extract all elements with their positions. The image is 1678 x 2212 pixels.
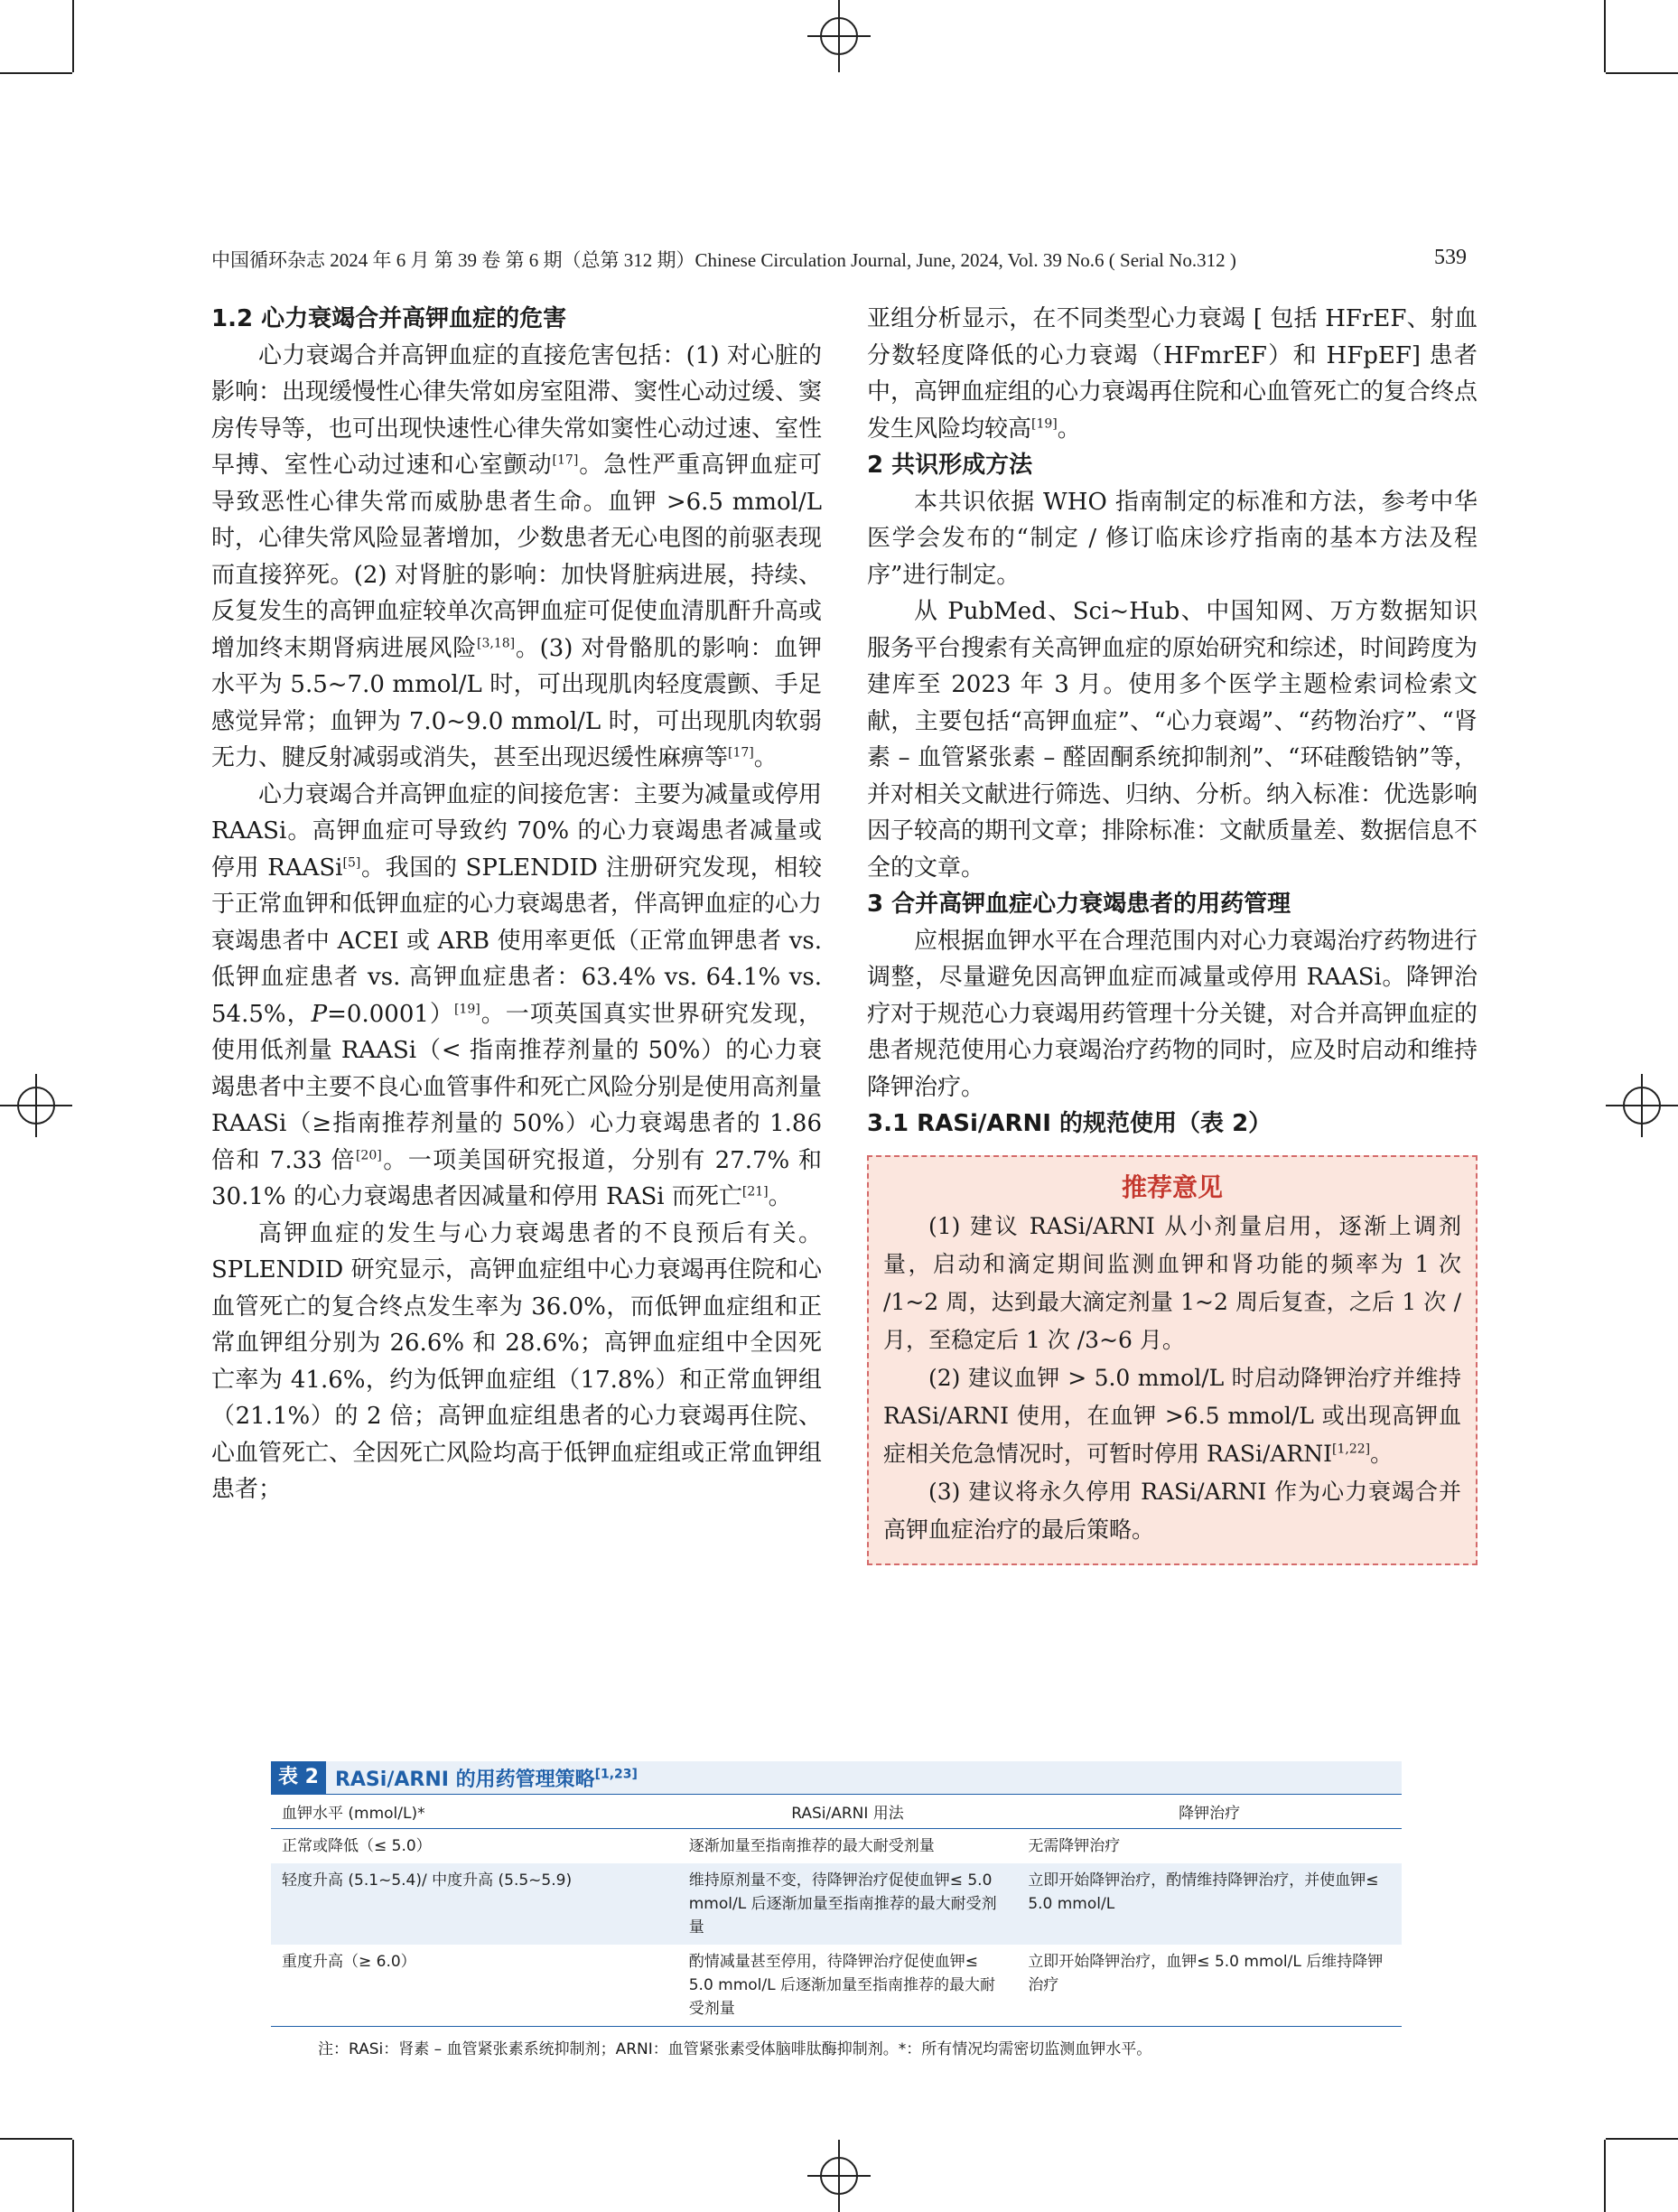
citation: [21]	[741, 1184, 769, 1199]
citation: [1,22]	[1332, 1442, 1371, 1457]
citation: [19]	[1031, 415, 1058, 431]
recommendation-item: (2) 建议血钾 > 5.0 mmol/L 时启动降钾治疗并维持 RASi/ARNI 使用，在血钾 >6.5 mmol/L 或出现高钾血症相关危急情况时，可暂时停用 RASi/ARNI[1,22]。	[883, 1364, 1461, 1467]
table-cell: 立即开始降钾治疗，酌情维持降钾治疗，并使血钾≤ 5.0 mmol/L	[1017, 1863, 1402, 1945]
citation: [3,18]	[477, 635, 516, 650]
registration-mark-icon	[803, 2140, 875, 2212]
table-label: 表 2	[271, 1761, 326, 1794]
registration-mark-icon	[1606, 1069, 1678, 1142]
paragraph: 心力衰竭合并高钾血症的间接危害：主要为减量或停用 RAASi。高钾血症可导致约 70% 的心力衰竭患者减量或停用 RAASi[5]。我国的 SPLENDID 注册研究发现，相较于正常血钾和低钾血症的心力衰竭患者，伴高钾血症的心力衰竭患者中 ACEI 或 ARB 使用率更低（正常血钾患者 vs. 低钾血症患者 vs. 高钾血症患者：63.4% vs. 64.1% vs. 54.5%，P=0.0001）[19]。一项英国真实世界研究发现，使用低剂量 RAASi（< 指南推荐剂量的 50%）的心力衰竭患者中主要不良心血管事件和死亡风险分别是使用高剂量 RAASi（≥指南推荐剂量的 50%）心力衰竭患者的 1.86 倍和 7.33 倍[20]。一项美国研究报道，分别有 27.7% 和 30.1% 的心力衰竭患者因减量和停用 RASi 而死亡[21]。	[211, 780, 823, 1210]
crop-mark	[1606, 2138, 1678, 2140]
table-cell: 正常或降低（≤ 5.0）	[282, 1837, 432, 1855]
citation: [5]	[342, 854, 361, 870]
subsection-heading: 3.1 RASi/ARNI 的规范使用（表 2）	[867, 1110, 1272, 1137]
paragraph: 应根据血钾水平在合理范围内对心力衰竭治疗药物进行调整，尽量避免因高钾血症而减量或停用 RAASi。降钾治疗对于规范心力衰竭用药管理十分关键，对合并高钾血症的患者规范使用心力衰竭治疗药物的同时，应及时启动和维持降钾治疗。	[867, 927, 1478, 1101]
recommendation-box	[867, 1155, 1478, 1565]
table-row	[271, 1863, 1402, 1945]
column-header: 血钾水平 (mmol/L)*	[271, 1795, 678, 1829]
citation: [17]	[552, 453, 579, 468]
paragraph: 高钾血症的发生与心力衰竭患者的不良预后有关。SPLENDID 研究显示，高钾血症组中心力衰竭再住院和心血管死亡的复合终点发生率为 36.0%，而低钾血症组和正常血钾组分别为 26.6% 和 28.6%；高钾血症组中全因死亡率为 41.6%，约为低钾血症组（17.8%）和正常血钾组（21.1%）的 2 倍；高钾血症组患者的心力衰竭再住院、心血管死亡、全因死亡风险均高于低钾血症组或正常血钾组患者；	[211, 1219, 823, 1503]
citation: [19]	[453, 1001, 480, 1016]
table-cell: 无需降钾治疗	[1028, 1837, 1121, 1855]
table-cell: 逐渐加量至指南推荐的最大耐受剂量	[688, 1837, 935, 1855]
running-header	[211, 246, 1467, 273]
recommendation-title: 推荐意见	[1121, 1171, 1223, 1202]
table-row	[271, 1945, 1402, 2027]
citation: [17]	[728, 745, 754, 761]
table-title: RASi/ARNI 的用药管理策略[1,23]	[334, 1767, 638, 1791]
table-footnote: 注：RASi：肾素 – 血管紧张素系统抑制剂；ARNI：血管紧张素受体脑啡肽酶抑制剂。*：所有情况均需密切监测血钾水平。	[318, 2040, 1152, 2058]
column-header: RASi/ARNI 用法	[678, 1795, 1018, 1829]
table-body	[271, 1794, 1402, 2027]
column-header: 降钾治疗	[1017, 1795, 1402, 1829]
crop-mark	[1604, 2140, 1606, 2212]
recommendation-item: (3) 建议将永久停用 RASi/ARNI 作为心力衰竭合并高钾血症治疗的最后策略。	[883, 1478, 1461, 1543]
journal-citation: 中国循环杂志 2024 年 6 月 第 39 卷 第 6 期（总第 312 期）Chinese Circulation Journal, June, 2024, Vol. 39 No.6 ( Serial No.312 )	[211, 249, 1236, 271]
paragraph: 从 PubMed、Sci~Hub、中国知网、万方数据知识服务平台搜索有关高钾血症的原始研究和综述，时间跨度为建库至 2023 年 3 月。使用多个医学主题检索词检索文献，主要包括“高钾血症”、“心力衰竭”、“药物治疗”、“肾素 – 血管紧张素 – 醛固酮系统抑制剂”、“环硅酸锆钠”等，并对相关文献进行筛选、归纳、分析。纳入标准：优选影响因子较高的期刊文章；排除标准：文献质量差、数据信息不全的文章。	[867, 598, 1478, 882]
crop-mark	[72, 0, 74, 72]
paragraph: 心力衰竭合并高钾血症的直接危害包括：(1) 对心脏的影响：出现缓慢性心律失常如房室阻滞、窦性心动过缓、窦房传导等，也可出现快速性心律失常如窦性心动过速、室性早搏、室性心动过速和心室颤动[17]。急性严重高钾血症可导致恶性心律失常而威胁患者生命。血钾 >6.5 mmol/L 时，心律失常风险显著增加，少数患者无心电图的前驱表现而直接猝死。(2) 对肾脏的影响：加快肾脏病进展，持续、反复发生的高钾血症较单次高钾血症可促使血清肌酐升高或增加终末期肾病进展风险[3,18]。(3) 对骨骼肌的影响：血钾水平为 5.5~7.0 mmol/L 时，可出现肌肉轻度震颤、手足感觉异常；血钾为 7.0~9.0 mmol/L 时，可出现肌肉软弱无力、腱反射减弱或消失，甚至出现迟缓性麻痹等[17]。	[211, 341, 823, 771]
left-column	[211, 301, 822, 1508]
registration-mark-icon	[0, 1069, 72, 1142]
crop-mark	[0, 2138, 72, 2140]
table-header-row	[271, 1795, 1402, 1829]
table-cell: 维持原剂量不变，待降钾治疗促使血钾≤ 5.0 mmol/L 后逐渐加量至指南推荐的最大耐受剂量	[678, 1863, 1018, 1945]
table-cell: 轻度升高 (5.1~5.4)/ 中度升高 (5.5~5.9)	[271, 1863, 678, 1945]
table-cell: 重度升高（≥ 6.0）	[271, 1945, 678, 2027]
table-row	[271, 1829, 1402, 1864]
table-cell: 酌情减量甚至停用，待降钾治疗促使血钾≤ 5.0 mmol/L 后逐渐加量至指南推荐的最大耐受剂量	[678, 1945, 1018, 2027]
recommendation-item: (1) 建议 RASi/ARNI 从小剂量启用，逐渐上调剂量，启动和滴定期间监测血钾和肾功能的频率为 1 次 /1~2 周，达到最大滴定剂量 1~2 周后复查，之后 1 次 / 月，至稳定后 1 次 /3~6 月。	[883, 1212, 1461, 1353]
section-heading: 1.2 心力衰竭合并高钾血症的危害	[211, 305, 567, 332]
page-number: 539	[1434, 246, 1467, 269]
table-cell: 立即开始降钾治疗，血钾≤ 5.0 mmol/L 后维持降钾治疗	[1017, 1945, 1402, 2027]
right-column	[867, 301, 1478, 1565]
paragraph: 本共识依据 WHO 指南制定的标准和方法，参考中华医学会发布的“制定 / 修订临床诊疗指南的基本方法及程序”进行制定。	[867, 488, 1478, 589]
table-2	[271, 1761, 1402, 2058]
section-heading: 3 合并高钾血症心力衰竭患者的用药管理	[867, 891, 1291, 918]
paragraph: 亚组分析显示，在不同类型心力衰竭 [ 包括 HFrEF、射血分数轻度降低的心力衰竭（HFmrEF）和 HFpEF] 患者中，高钾血症组的心力衰竭再住院和心血管死亡的复合终点发生风险均较高[19]。	[867, 305, 1478, 443]
citation: [1,23]	[594, 1767, 638, 1782]
crop-mark	[1604, 0, 1606, 72]
crop-mark	[72, 2140, 74, 2212]
crop-mark	[1606, 72, 1678, 74]
section-heading: 2 共识形成方法	[867, 452, 1033, 479]
table-caption	[271, 1761, 1402, 1794]
citation: [20]	[355, 1147, 382, 1162]
crop-mark	[0, 72, 72, 74]
registration-mark-icon	[803, 0, 875, 72]
